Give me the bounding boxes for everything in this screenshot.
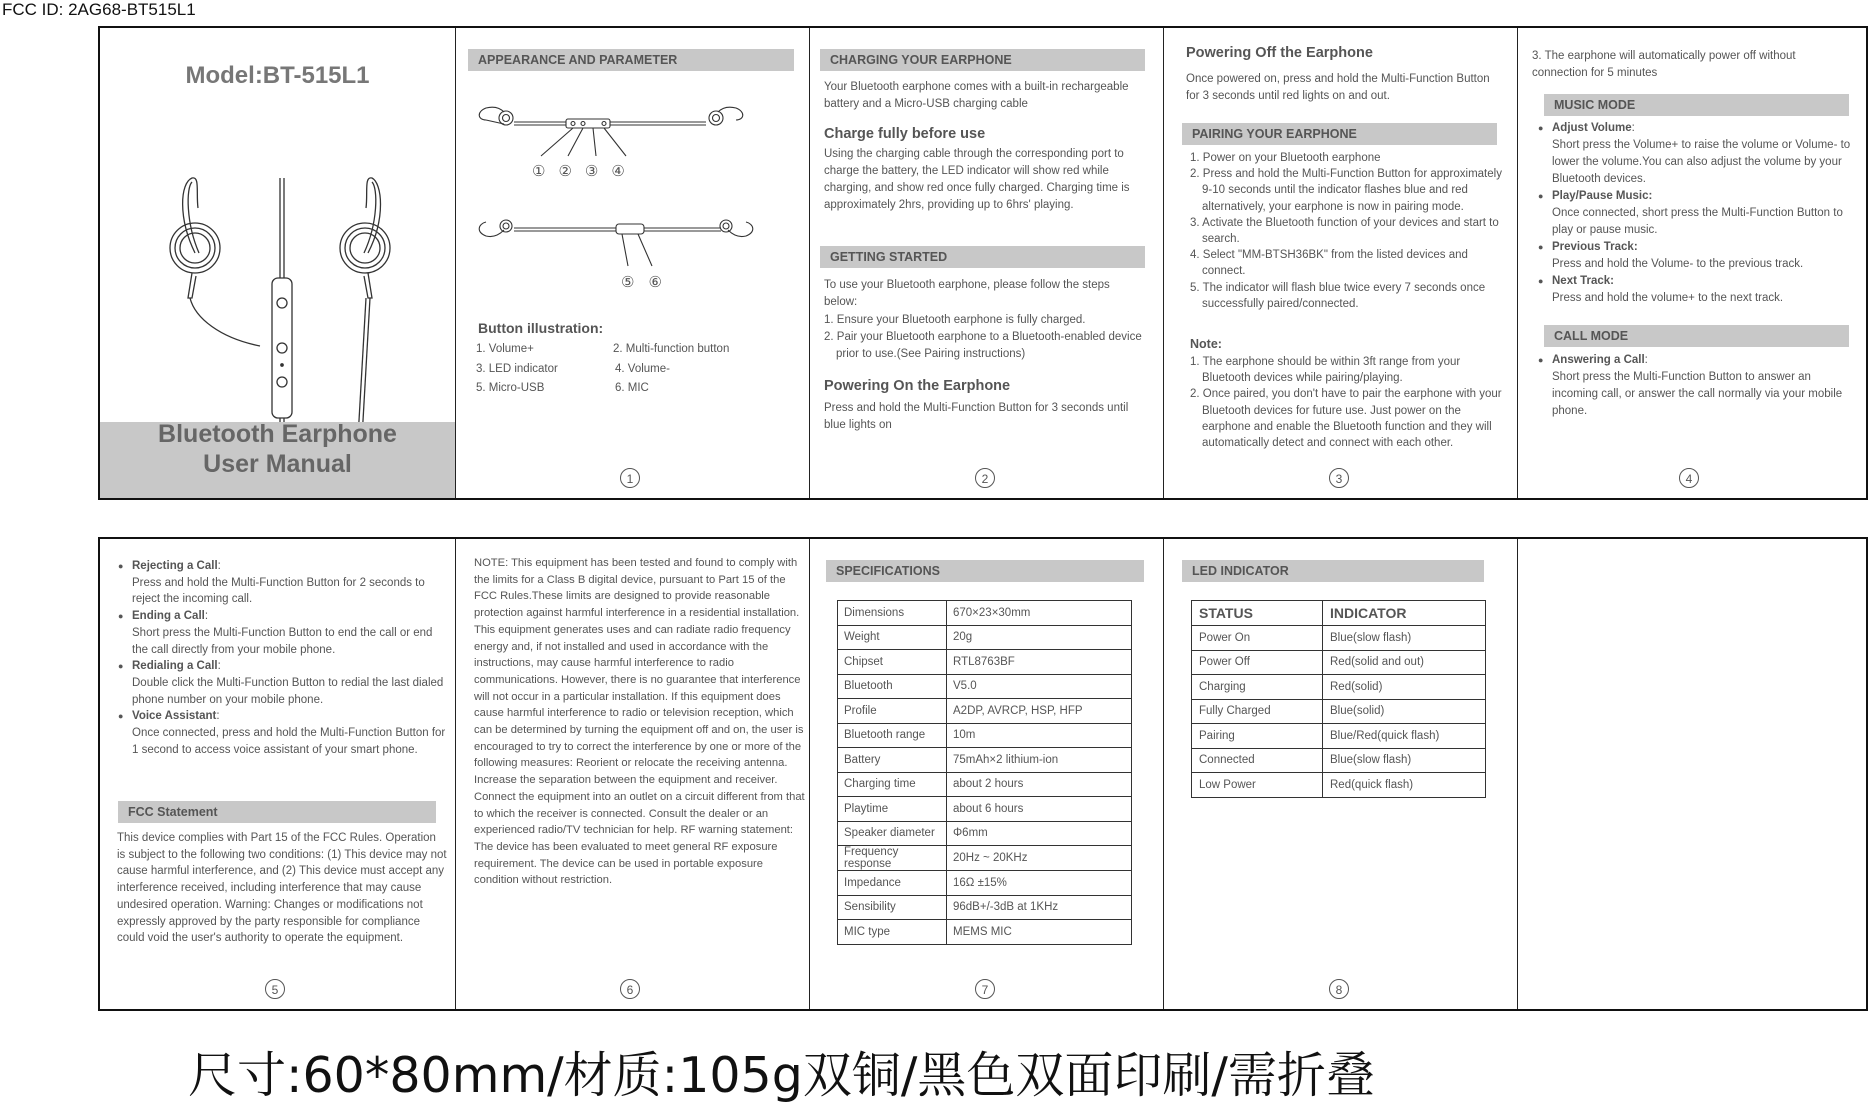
power-off-title: Powering Off the Earphone xyxy=(1186,45,1373,61)
spec-value: 10m xyxy=(947,723,1132,748)
spec-value: MEMS MIC xyxy=(947,920,1132,945)
spec-label: Bluetooth xyxy=(838,674,947,699)
led-panel xyxy=(1164,539,1518,1009)
callout-2: ② xyxy=(558,163,585,180)
callout-3: ③ xyxy=(584,163,612,180)
earphones-illustration xyxy=(100,148,456,438)
button-item-3: 3. LED indicator xyxy=(476,363,558,375)
spec-label: Dimensions xyxy=(838,601,947,626)
led-status: Power On xyxy=(1192,626,1323,651)
spec-value: RTL8763BF xyxy=(947,650,1132,675)
table-row xyxy=(838,846,1132,871)
print-spec-footer: 尺寸:60*80mm/材质:105g双铜/黑色双面印刷/需折叠 xyxy=(188,1047,1375,1104)
page-number: 2 xyxy=(975,468,995,488)
spec-value: Φ6mm xyxy=(947,821,1132,846)
callout-6: ⑥ xyxy=(648,274,676,291)
spec-value: 20g xyxy=(947,625,1132,650)
spec-label: Speaker diameter xyxy=(838,821,947,846)
led-col-status: STATUS xyxy=(1192,601,1323,626)
spec-value: about 2 hours xyxy=(947,772,1132,797)
call-item: ● Ending a Call: xyxy=(118,608,448,625)
spec-value: 75mAh×2 lithium-ion xyxy=(947,748,1132,773)
callouts-top xyxy=(532,163,662,180)
cover-title-line2: User Manual xyxy=(203,450,352,478)
spec-value: 16Ω ±15% xyxy=(947,871,1132,896)
appearance-panel xyxy=(456,28,810,498)
specs-panel xyxy=(810,539,1164,1009)
getting-started-steps xyxy=(824,312,1144,363)
spec-label: Battery xyxy=(838,748,947,773)
table-row xyxy=(838,920,1132,945)
pairing-header: PAIRING YOUR EARPHONE xyxy=(1182,123,1497,145)
music-panel xyxy=(1518,28,1868,498)
call-item-text: Short press the Multi-Function Button to end the call or end the call directly from your mobile phone. xyxy=(132,626,433,656)
fcc-note-panel xyxy=(456,539,810,1009)
call-item: ● Answering a Call: xyxy=(1538,352,1856,369)
page-number: 5 xyxy=(265,979,285,999)
led-status: Pairing xyxy=(1192,724,1323,749)
spec-label: Frequency response xyxy=(838,846,947,871)
led-status: Fully Charged xyxy=(1192,699,1323,724)
spec-value: V5.0 xyxy=(947,674,1132,699)
start-step: 2. Pair your Bluetooth earphone to a Bluetooth-enabled device prior to use.(See Pairing instructions) xyxy=(824,331,1142,360)
table-row xyxy=(838,748,1132,773)
spec-label: Impedance xyxy=(838,871,947,896)
fcc-note-text: NOTE: This equipment has been tested and found to comply with the limits for a Class B digital device, pursuant to Part 15 of the FCC Rules.These limits are designed to provide reasonable protection against harmful interference in a residential installation. This equipment generates uses and can radiate radio frequency energy and, if not installed and used in accordance with the instructions, may cause harmful interference to radio communications. However, there is no guarantee that interference will not occur in a particular installation. If this equipment does cause harmful interference to radio or television reception, which can be determined by turning the equipment off and on, the user is encouraged to try to correct the interference by one or more of the following measures: Reorient or relocate the receiving antenna. Increase the separation between the equipment and receiver. Connect the equipment into an outlet on a circuit different from that to which the receiver is connected. Consult the dealer or an experienced radio/TV technician for help. RF warning statement: The device has been evaluated to meet general RF exposure requirement. The device can be used in portable exposure condition without restriction. xyxy=(474,557,805,887)
led-table-header-row xyxy=(1192,601,1486,626)
power-off-text: Once powered on, press and hold the Multi-Function Button for 3 seconds until red lights on and out. xyxy=(1186,73,1490,102)
music-item: ● Next Track: xyxy=(1538,273,1856,290)
spec-value: 96dB+/-3dB at 1KHz xyxy=(947,895,1132,920)
button-item-4: 4. Volume- xyxy=(615,363,670,375)
table-row xyxy=(838,723,1132,748)
button-item-5: 5. Micro-USB xyxy=(476,382,545,394)
appearance-header: APPEARANCE AND PARAMETER xyxy=(468,49,794,71)
music-mode-header: MUSIC MODE xyxy=(1544,94,1849,116)
call-item-text: Press and hold the Multi-Function Button for 2 seconds to reject the incoming call. xyxy=(132,576,425,606)
page-number: 8 xyxy=(1329,979,1349,999)
spec-value: A2DP, AVRCP, HSP, HFP xyxy=(947,699,1132,724)
note-title: Note: xyxy=(1190,337,1222,351)
pairing-panel xyxy=(1164,28,1518,498)
music-item-text: Short press the Volume+ to raise the volume or Volume- to lower the volume.You can also adjust the volume by your Bluetooth devices. xyxy=(1552,139,1851,185)
spec-value: about 6 hours xyxy=(947,797,1132,822)
music-item-text: Once connected, short press the Multi-Function Button to play or pause music. xyxy=(1552,207,1843,236)
led-indicator: Blue/Red(quick flash) xyxy=(1323,724,1486,749)
cover-panel xyxy=(100,28,456,498)
callout-4: ④ xyxy=(611,163,638,180)
button-illustration-title: Button illustration: xyxy=(478,320,604,336)
table-row xyxy=(838,601,1132,626)
led-indicator: Blue(solid) xyxy=(1323,699,1486,724)
charging-panel xyxy=(810,28,1164,498)
button-item-1: 1. Volume+ xyxy=(476,343,534,355)
pairing-note: 1. The earphone should be within 3ft range from your Bluetooth devices while pairing/playing. xyxy=(1190,356,1461,385)
charge-title: Charge fully before use xyxy=(824,126,986,142)
page-number: 4 xyxy=(1679,468,1699,488)
power-on-title: Powering On the Earphone xyxy=(824,378,1011,394)
led-indicator: Red(solid) xyxy=(1323,675,1486,700)
call-items xyxy=(118,558,448,758)
led-status: Charging xyxy=(1192,675,1323,700)
blank-panel xyxy=(1518,539,1868,1009)
table-row xyxy=(1192,699,1486,724)
call-item: ● Rejecting a Call: xyxy=(118,558,448,575)
getting-started-header: GETTING STARTED xyxy=(820,246,1145,268)
table-row xyxy=(838,797,1132,822)
table-row xyxy=(838,871,1132,896)
pairing-notes xyxy=(1190,354,1505,451)
call-item-text: Double click the Multi-Function Button to redial the last dialed phone number on your mobile phone. xyxy=(132,676,444,706)
charging-header: CHARGING YOUR EARPHONE xyxy=(820,49,1145,71)
led-status: Power Off xyxy=(1192,650,1323,675)
table-row xyxy=(1192,626,1486,651)
led-table xyxy=(1191,600,1486,798)
led-indicator: Red(solid and out) xyxy=(1323,650,1486,675)
spec-label: Profile xyxy=(838,699,947,724)
table-row xyxy=(1192,748,1486,773)
table-row xyxy=(1192,650,1486,675)
table-row xyxy=(838,650,1132,675)
music-items xyxy=(1538,120,1856,307)
top-sheet xyxy=(98,26,1868,500)
call-item-text: Short press the Multi-Function Button to answer an incoming call, or answer the call normally via your mobile phone. xyxy=(1552,371,1843,417)
led-indicator: Blue(slow flash) xyxy=(1323,626,1486,651)
table-row xyxy=(838,821,1132,846)
led-indicator-header: LED INDICATOR xyxy=(1182,560,1484,582)
pairing-step: 3. Activate the Bluetooth function of your devices and start to search. xyxy=(1190,216,1499,246)
pairing-note: 2. Once paired, you don't have to pair the earphone with your Bluetooth devices for future use. Just power on the earphone and enable the Bluetooth function and they will automatically detect and connect with each other. xyxy=(1190,388,1502,450)
page-number: 1 xyxy=(620,468,640,488)
call-item: ● Redialing a Call: xyxy=(118,658,448,675)
charge-text: Using the charging cable through the corresponding port to charge the battery, the LED indicator will show red while charging, and show red once fully charged. Charging time is approximately 2hrs, providing up to 6hrs' playing. xyxy=(824,148,1130,211)
table-row xyxy=(1192,773,1486,798)
power-on-text: Press and hold the Multi-Function Button for 3 seconds until blue lights on xyxy=(824,402,1129,431)
specifications-table xyxy=(837,600,1132,945)
table-row xyxy=(838,699,1132,724)
calls-fcc-panel xyxy=(100,539,456,1009)
getting-started-intro: To use your Bluetooth earphone, please follow the steps below: xyxy=(824,279,1110,308)
pairing-step: 4. Select "MM-BTSH36BK" from the listed devices and connect. xyxy=(1190,249,1468,278)
spec-label: MIC type xyxy=(838,920,947,945)
table-row xyxy=(838,895,1132,920)
page-number: 3 xyxy=(1329,468,1349,488)
music-item: ● Play/Pause Music: xyxy=(1538,188,1856,205)
music-item-text: Press and hold the Volume- to the previous track. xyxy=(1552,258,1804,270)
pairing-steps xyxy=(1190,150,1505,312)
spec-label: Sensibility xyxy=(838,895,947,920)
fcc-statement-text: This device complies with Part 15 of the FCC Rules. Operation is subject to the following two conditions: (1) This device may not cause harmful interference, and (2) This device must accept any interference received, including interference that may cause undesired operation. Warning: Changes or modifications not expressly approved by the party responsible for compliance could void the user's authority to operate the equipment. xyxy=(117,832,447,945)
spec-value: 20Hz ~ 20KHz xyxy=(947,846,1132,871)
table-row xyxy=(1192,675,1486,700)
table-row xyxy=(1192,724,1486,749)
spec-label: Charging time xyxy=(838,772,947,797)
callouts-bottom xyxy=(621,274,676,291)
callout-5: ⑤ xyxy=(621,274,649,291)
specifications-header: SPECIFICATIONS xyxy=(826,560,1144,582)
model-title: Model:BT-515L1 xyxy=(185,62,370,89)
call-item: ● Voice Assistant: xyxy=(118,708,448,725)
music-item: ● Adjust Volume: xyxy=(1538,120,1856,137)
spec-label: Chipset xyxy=(838,650,947,675)
page-number: 7 xyxy=(975,979,995,999)
charging-intro: Your Bluetooth earphone comes with a built-in rechargeable battery and a Micro-USB charging cable xyxy=(824,81,1129,110)
cover-title-line1: Bluetooth Earphone xyxy=(158,420,397,448)
spec-label: Playtime xyxy=(838,797,947,822)
page-number: 6 xyxy=(620,979,640,999)
bottom-sheet xyxy=(98,537,1868,1011)
music-item: ● Previous Track: xyxy=(1538,239,1856,256)
call-item-text: Once connected, press and hold the Multi-Function Button for 1 second to access voice assistant of your smart phone. xyxy=(132,727,446,756)
music-item-text: Press and hold the volume+ to the next track. xyxy=(1552,292,1784,304)
button-item-6: 6. MIC xyxy=(615,382,649,394)
led-indicator: Red(quick flash) xyxy=(1323,773,1486,798)
call-items xyxy=(1538,352,1856,420)
fcc-id-label: FCC ID: 2AG68-BT515L1 xyxy=(2,0,196,19)
table-row xyxy=(838,625,1132,650)
pairing-step: 5. The indicator will flash blue twice every 7 seconds once successfully paired/connected. xyxy=(1190,281,1486,310)
spec-label: Weight xyxy=(838,625,947,650)
fcc-statement-header: FCC Statement xyxy=(118,801,436,823)
start-step: 1. Ensure your Bluetooth earphone is fully charged. xyxy=(824,314,1086,326)
callout-1: ① xyxy=(532,163,559,180)
pairing-step: 2. Press and hold the Multi-Function Button for approximately 9-10 seconds until the indicator flashes blue and red alternatively, your earphone is now in pairing mode. xyxy=(1190,168,1502,213)
pairing-step: 1. Power on your Bluetooth earphone xyxy=(1190,152,1381,164)
led-col-indicator: INDICATOR xyxy=(1323,601,1486,626)
led-status: Low Power xyxy=(1192,773,1323,798)
led-status: Connected xyxy=(1192,748,1323,773)
spec-label: Bluetooth range xyxy=(838,723,947,748)
table-row xyxy=(838,772,1132,797)
auto-off-text: 3. The earphone will automatically power off without connection for 5 minutes xyxy=(1532,50,1796,79)
button-item-2: 2. Multi-function button xyxy=(613,343,730,355)
table-row xyxy=(838,674,1132,699)
led-indicator: Blue(slow flash) xyxy=(1323,748,1486,773)
call-mode-header: CALL MODE xyxy=(1544,325,1849,347)
spec-value: 670×23×30mm xyxy=(947,601,1132,626)
